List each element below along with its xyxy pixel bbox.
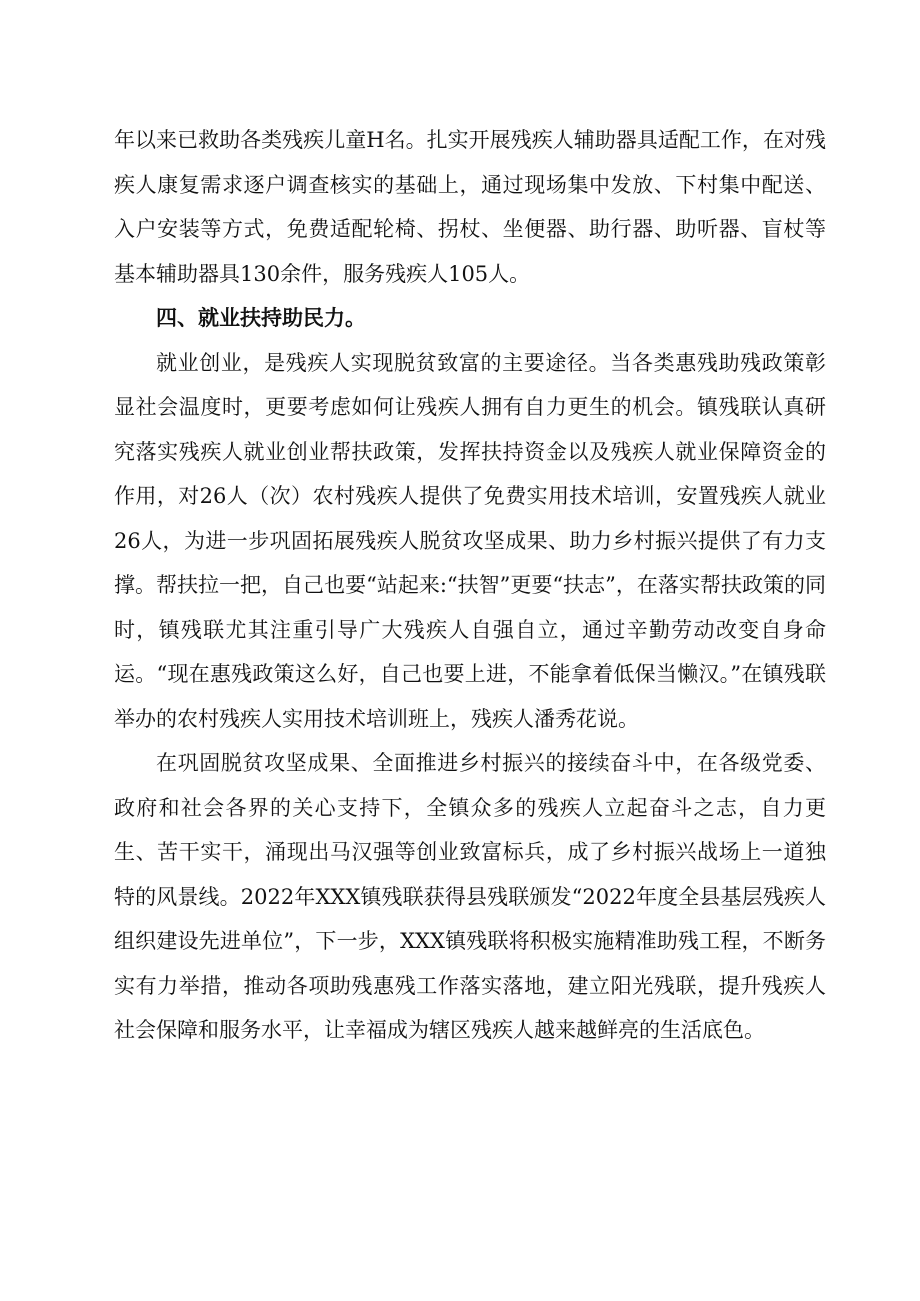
section-heading: 四、就业扶持助民力。 xyxy=(156,306,366,330)
document-body xyxy=(114,118,826,1053)
paragraph-continuation: 年以来已救助各类残疾儿童H名。扎实开展残疾人辅助器具适配工作，在对残疾人康复需求逐户调查核实的基础上，通过现场集中发放、下村集中配送、入户安装等方式，免费适配轮椅、拐杖、坐便器、助行器、助听器、盲杖等基本辅助器具130余件，服务残疾人105人。 xyxy=(114,128,826,286)
paragraph-conclusion: 在巩固脱贫攻坚成果、全面推进乡村振兴的接续奋斗中，在各级党委、政府和社会各界的关心支持下，全镇众多的残疾人立起奋斗之志，自力更生、苦干实干，涌现出马汉强等创业致富标兵，成了乡村振兴战场上一道独特的风景线。2022年XXX镇残联获得县残联颁发“2022年度全县基层残疾人组织建设先进单位”，下一步，XXX镇残联将积极实施精准助残工程，不断务实有力举措，推动各项助残惠残工作落实落地，建立阳光残联，提升残疾人社会保障和服务水平，让幸福成为辖区残疾人越来越鲜亮的生活底色。 xyxy=(114,751,826,1042)
paragraph-employment: 就业创业，是残疾人实现脱贫致富的主要途径。当各类惠残助残政策彰显社会温度时，更要考虑如何让残疾人拥有自力更生的机会。镇残联认真研究落实残疾人就业创业帮扶政策，发挥扶持资金以及残疾人就业保障资金的作用，对26人（次）农村残疾人提供了免费实用技术培训，安置残疾人就业26人，为进一步巩固拓展残疾人脱贫攻坚成果、助力乡村振兴提供了有力支撑。帮扶拉一把，自己也要“站起来:“扶智”更要“扶志”，在落实帮扶政策的同时，镇残联尤其注重引导广大残疾人自强自立，通过辛勤劳动改变自身命运。“现在惠残政策这么好，自己也要上进，不能拿着低保当懒汉。”在镇残联举办的农村残疾人实用技术培训班上，残疾人潘秀花说。 xyxy=(114,350,826,731)
